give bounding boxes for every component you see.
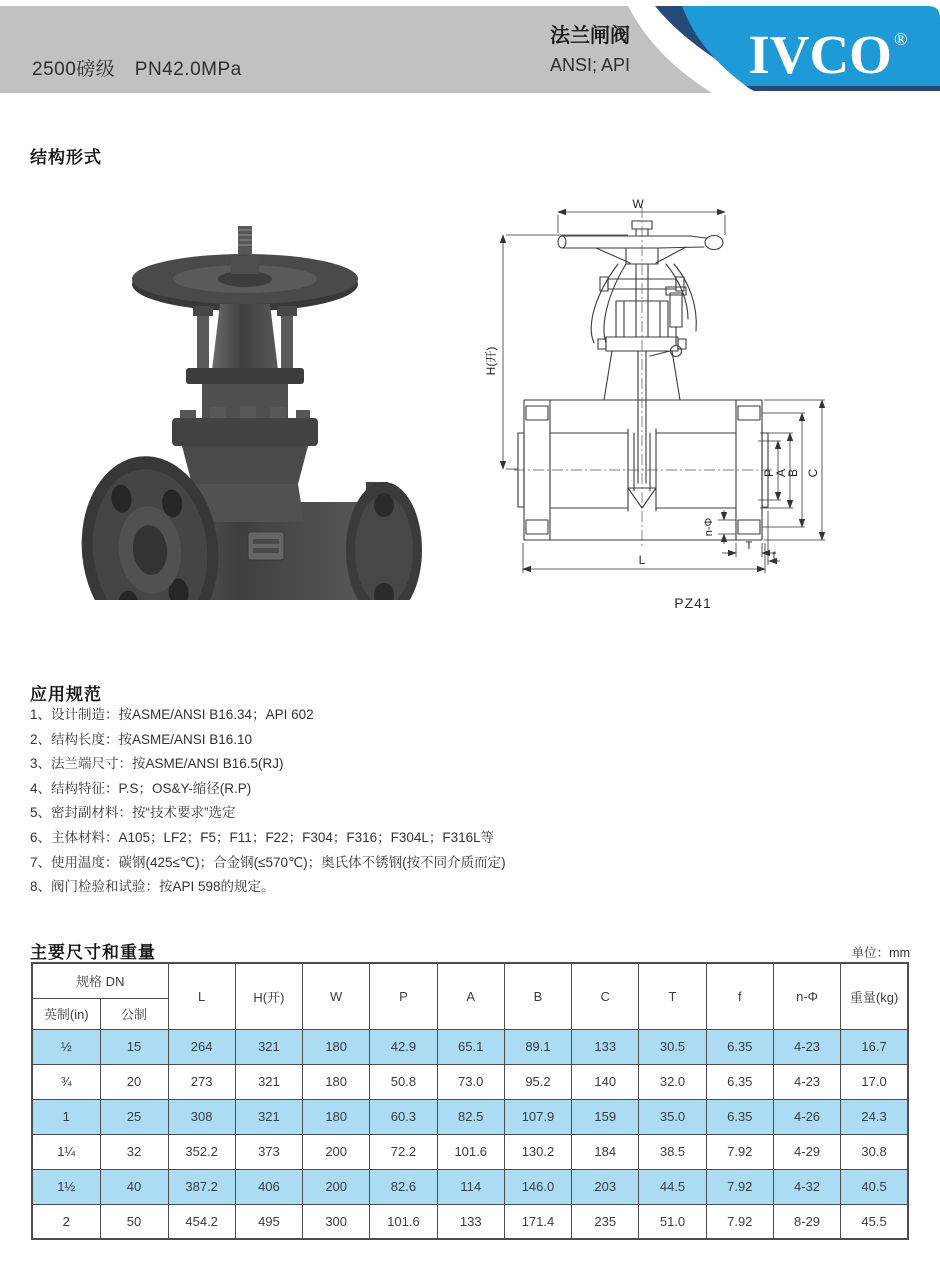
dimensions-section-title: 主要尺寸和重量	[30, 943, 156, 962]
col-header-T: T	[639, 963, 706, 1029]
cell: 4-29	[773, 1134, 840, 1169]
brand-text: IVCO	[748, 24, 892, 85]
cell: 6.35	[706, 1029, 773, 1064]
cell: 180	[303, 1029, 370, 1064]
dim-label-a: A	[774, 468, 788, 478]
dim-label-w: W	[632, 197, 644, 211]
dim-label-h: H(开)	[484, 346, 498, 376]
cell-inch: ½	[32, 1029, 100, 1064]
cell: 406	[235, 1169, 302, 1204]
cell: 107.9	[504, 1099, 571, 1134]
cell-dn: 20	[100, 1064, 168, 1099]
cell: 200	[303, 1169, 370, 1204]
table-row	[32, 1134, 908, 1169]
cell: 200	[303, 1134, 370, 1169]
cell: 180	[303, 1099, 370, 1134]
spec-item-6: 6、主体材料：A105；LF2；F5；F11；F22；F304；F316；F304L；F316L等	[30, 829, 495, 845]
cell: 40.5	[841, 1169, 908, 1204]
cell: 321	[235, 1099, 302, 1134]
nameplate	[248, 532, 284, 560]
cell: 352.2	[168, 1134, 235, 1169]
valve-photo	[50, 220, 450, 600]
cell: 454.2	[168, 1204, 235, 1239]
spec-item-2: 2、结构长度：按ASME/ANSI B16.10	[30, 731, 253, 747]
brand-logo	[733, 9, 923, 85]
cell: 42.9	[370, 1029, 437, 1064]
spec-item-5: 5、密封副材料：按“技术要求”选定	[30, 805, 236, 821]
cell-dn: 25	[100, 1099, 168, 1134]
table-row	[32, 1169, 908, 1204]
cell-inch: 1	[32, 1099, 100, 1134]
bonnet-flange	[172, 418, 318, 446]
cell: 24.3	[841, 1099, 908, 1134]
cell: 273	[168, 1064, 235, 1099]
cell: 101.6	[437, 1134, 504, 1169]
cell: 60.3	[370, 1099, 437, 1134]
col-header-W: W	[303, 963, 370, 1029]
cell: 180	[303, 1064, 370, 1099]
spec-item-4: 4、结构特征：P.S；OS&Y-缩径(R.P)	[30, 780, 252, 796]
dim-label-l: L	[638, 553, 646, 567]
cell: 101.6	[370, 1204, 437, 1239]
col-header-metric: 公制	[100, 998, 168, 1029]
cell: 50.8	[370, 1064, 437, 1099]
table-row	[32, 1064, 908, 1099]
cell: 321	[235, 1029, 302, 1064]
col-header-L: L	[168, 963, 235, 1029]
cell: 89.1	[504, 1029, 571, 1064]
cell: 4-26	[773, 1099, 840, 1134]
page-header	[0, 0, 940, 97]
cell: 4-32	[773, 1169, 840, 1204]
cell: 114	[437, 1169, 504, 1204]
cell: 82.6	[370, 1169, 437, 1204]
cell: 44.5	[639, 1169, 706, 1204]
cell: 30.8	[841, 1134, 908, 1169]
dim-label-p: P	[762, 468, 776, 478]
cell: 300	[303, 1204, 370, 1239]
col-header-weight: 重量(kg)	[841, 963, 908, 1029]
table-header-row-1	[32, 963, 908, 998]
cell: 38.5	[639, 1134, 706, 1169]
col-header-spec-dn: 规格 DN	[32, 963, 168, 998]
table-row	[32, 1029, 908, 1064]
table-row	[32, 1099, 908, 1134]
cell: 171.4	[504, 1204, 571, 1239]
dim-label-b: B	[786, 468, 800, 478]
drawing-caption: PZ41	[674, 595, 712, 611]
cell: 17.0	[841, 1064, 908, 1099]
cell-inch: ¾	[32, 1064, 100, 1099]
cell: 65.1	[437, 1029, 504, 1064]
product-name: 法兰闸阀	[550, 25, 630, 47]
cell-inch: 1½	[32, 1169, 100, 1204]
cell: 45.5	[841, 1204, 908, 1239]
cell: 73.0	[437, 1064, 504, 1099]
col-header-H: H(开)	[235, 963, 302, 1029]
spec-item-1: 1、设计制造：按ASME/ANSI B16.34；API 602	[30, 707, 314, 722]
header-center	[515, 19, 665, 76]
dim-label-n-phi: n-Φ	[703, 517, 715, 537]
cell: 159	[572, 1099, 639, 1134]
spec-item-3: 3、法兰端尺寸：按ASME/ANSI B16.5(RJ)	[30, 756, 284, 772]
cell: 8-29	[773, 1204, 840, 1239]
cell: 35.0	[639, 1099, 706, 1134]
col-header-P: P	[370, 963, 437, 1029]
cell: 7.92	[706, 1134, 773, 1169]
specs-section-title: 应用规范	[30, 685, 102, 704]
cell: 308	[168, 1099, 235, 1134]
cell: 7.92	[706, 1204, 773, 1239]
cell: 32.0	[639, 1064, 706, 1099]
cell: 264	[168, 1029, 235, 1064]
cell: 130.2	[504, 1134, 571, 1169]
spec-item-7: 7、使用温度：碳钢(425≤℃)；合金钢(≤570℃)；奥氏体不锈钢(按不同介质而定)	[30, 854, 506, 870]
cell-dn: 32	[100, 1134, 168, 1169]
registered-mark-icon: ®	[893, 29, 908, 49]
dimensions-table	[31, 962, 909, 1240]
standards-label: ANSI; API	[549, 55, 631, 75]
cell: 133	[572, 1029, 639, 1064]
cell: 95.2	[504, 1064, 571, 1099]
cell: 16.7	[841, 1029, 908, 1064]
col-header-C: C	[572, 963, 639, 1029]
dim-label-f: f	[772, 551, 776, 562]
col-header-B: B	[504, 963, 571, 1029]
cell: 82.5	[437, 1099, 504, 1134]
cell-inch: 2	[32, 1204, 100, 1239]
valve-technical-drawing	[478, 193, 908, 593]
cell: 30.5	[639, 1029, 706, 1064]
yoke	[212, 304, 278, 370]
cell-inch: 1¼	[32, 1134, 100, 1169]
pressure-class-label: 2500磅级 PN42.0MPa	[32, 59, 242, 80]
dim-label-t: T	[745, 540, 753, 552]
cell: 184	[572, 1134, 639, 1169]
cell: 6.35	[706, 1099, 773, 1134]
specs-list	[30, 703, 506, 900]
col-header-f: f	[706, 963, 773, 1029]
cell: 4-23	[773, 1064, 840, 1099]
cell: 146.0	[504, 1169, 571, 1204]
cell-dn: 50	[100, 1204, 168, 1239]
unit-note: 单位：mm	[851, 946, 910, 960]
cell-dn: 40	[100, 1169, 168, 1204]
spec-item-8: 8、阀门检验和试验：按API 598的规定。	[30, 879, 275, 895]
cell: 6.35	[706, 1064, 773, 1099]
col-header-A: A	[437, 963, 504, 1029]
cell-dn: 15	[100, 1029, 168, 1064]
structure-section-title: 结构形式	[30, 148, 102, 167]
cell: 133	[437, 1204, 504, 1239]
cell: 140	[572, 1064, 639, 1099]
table-row	[32, 1204, 908, 1239]
cell: 495	[235, 1204, 302, 1239]
dim-label-c: C	[806, 468, 820, 478]
cell: 321	[235, 1064, 302, 1099]
cell: 51.0	[639, 1204, 706, 1239]
cell: 203	[572, 1169, 639, 1204]
col-header-inch: 英制(in)	[32, 998, 100, 1029]
cell: 7.92	[706, 1169, 773, 1204]
cell: 387.2	[168, 1169, 235, 1204]
col-header-n-phi: n-Φ	[773, 963, 840, 1029]
cell: 235	[572, 1204, 639, 1239]
cell: 4-23	[773, 1029, 840, 1064]
cell: 72.2	[370, 1134, 437, 1169]
cell: 373	[235, 1134, 302, 1169]
